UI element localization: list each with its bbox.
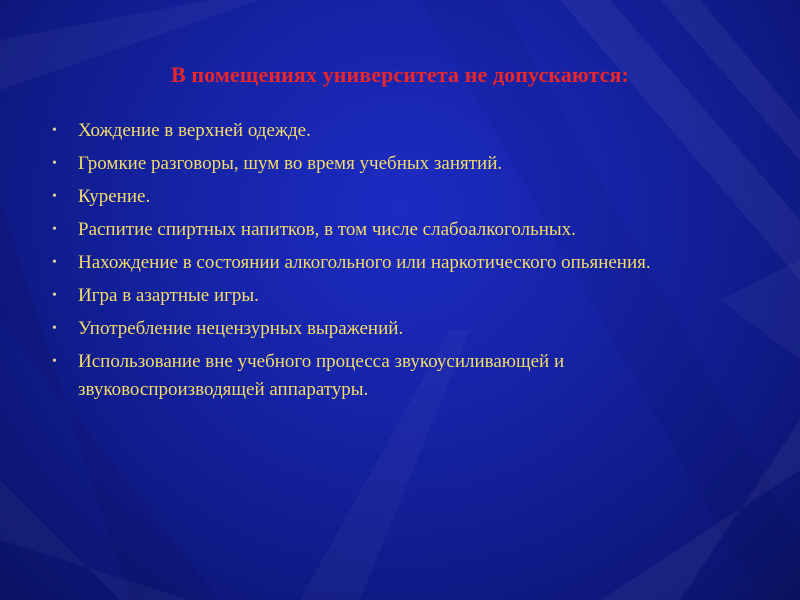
list-item-text: Распитие спиртных напитков, в том числе слабоалкогольных. (78, 219, 576, 240)
list-item (52, 249, 752, 277)
bullet-icon: • (52, 222, 57, 237)
list-item (52, 183, 752, 211)
list-item (52, 348, 752, 404)
bullet-icon: • (52, 123, 57, 138)
list-item-text: Хождение в верхней одежде. (78, 120, 311, 141)
list-item (52, 282, 752, 310)
bullet-icon: • (52, 354, 57, 369)
bullet-icon: • (52, 156, 57, 171)
list-item-text: Громкие разговоры, шум во время учебных занятий. (78, 153, 503, 174)
bullet-icon: • (52, 189, 57, 204)
bullet-icon: • (52, 288, 57, 303)
rules-list (52, 117, 752, 409)
bullet-icon: • (52, 321, 57, 336)
slide-title: В помещениях университета не допускаются: (171, 62, 629, 87)
list-item-text: Игра в азартные игры. (78, 285, 259, 306)
list-item-text: Курение. (78, 186, 151, 207)
list-item-text: Нахождение в состоянии алкогольного или наркотического опьянения. (78, 252, 651, 273)
list-item (52, 117, 752, 145)
list-item (52, 150, 752, 178)
list-item-text: Употребление нецензурных выражений. (78, 318, 404, 339)
list-item (52, 315, 752, 343)
bullet-icon: • (52, 255, 57, 270)
list-item-text: Использование вне учебного процесса звукоусиливающей и звуковоспроизводящей аппаратуры. (78, 351, 565, 400)
list-item (52, 216, 752, 244)
